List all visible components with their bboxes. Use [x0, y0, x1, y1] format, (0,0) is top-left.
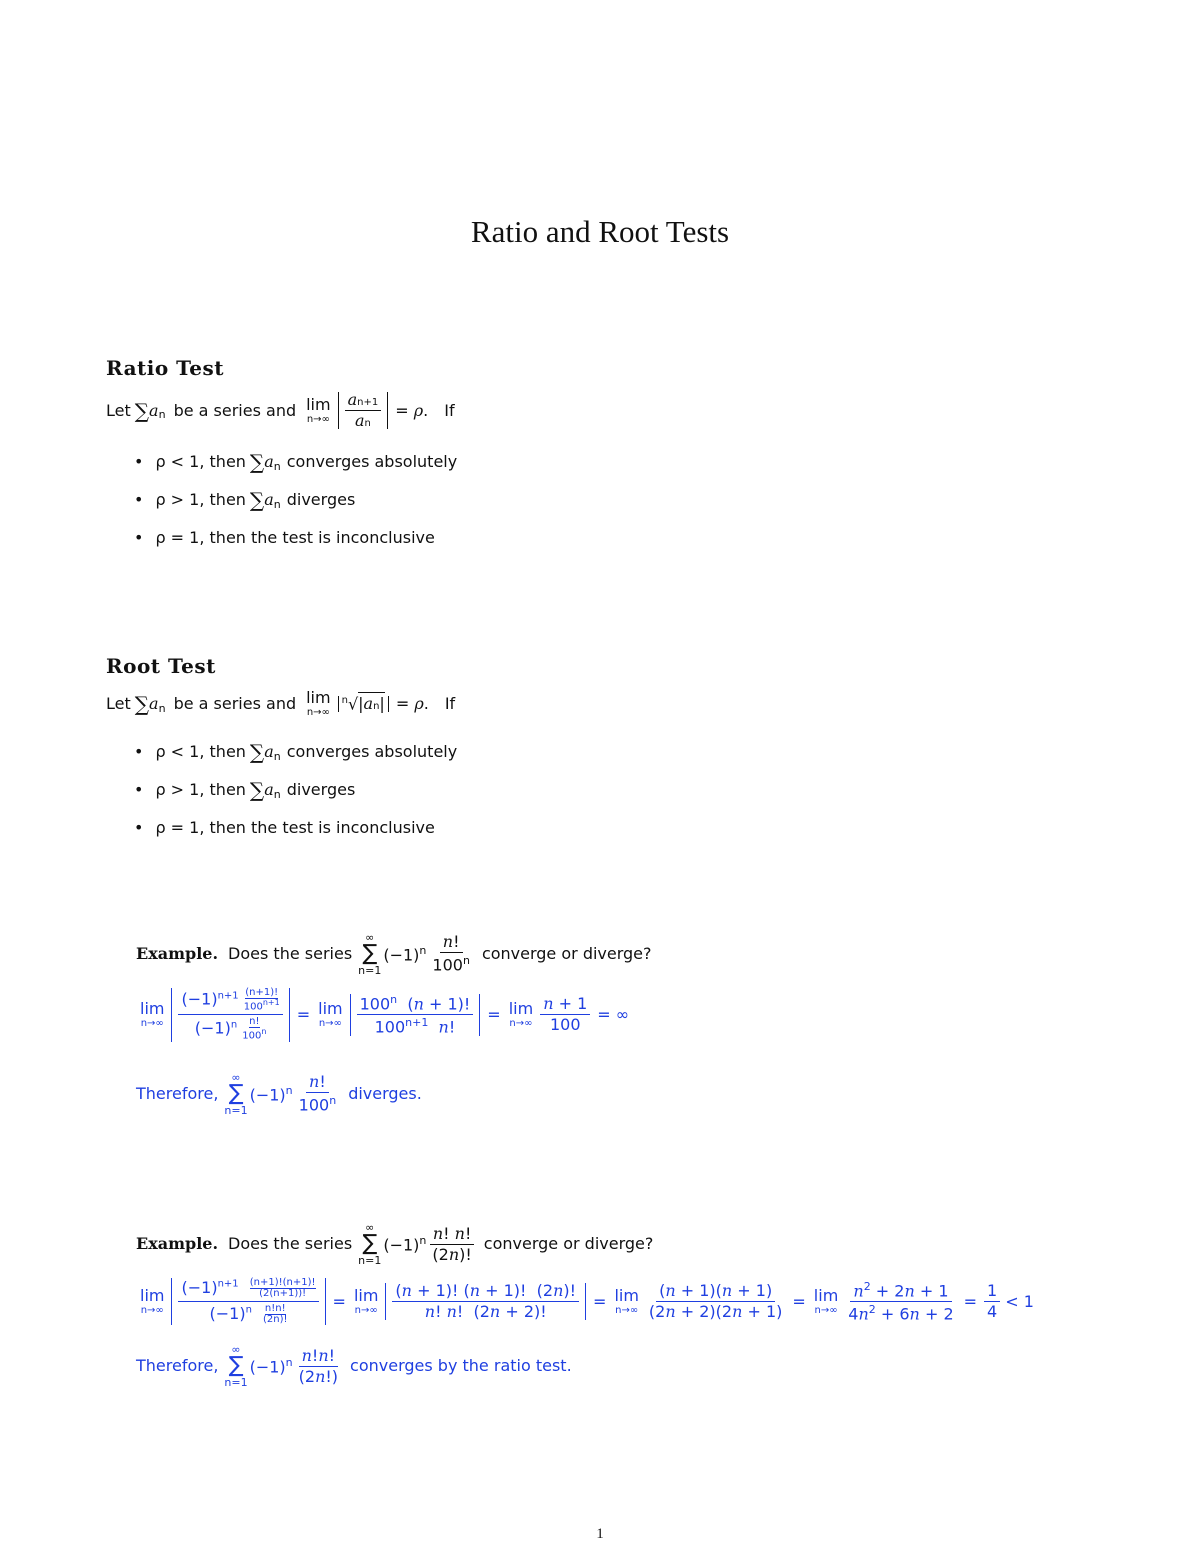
root-bullet-2: • ρ > 1, then ∑ a n diverges: [134, 778, 356, 802]
root-bullet-3: • ρ = 1, then the test is inconclusive: [134, 818, 435, 837]
ratio-intro-be: be a series and: [173, 400, 297, 420]
root-test-intro: Let ∑ a n be a series and lim n→∞ $^n$√|an| = ρ. If: [106, 688, 456, 718]
example2-computation: lim n→∞ $(-1)^{n+1}$ $\frac{(n+1)!(n+1)!}{(2(n+1))!}$ $(-1)^n$ $\frac{n!n!}{(2n)!}$ = lim n→∞ $\frac{(n + 1)! (n + 1)! (2n)!}{n! n! (2n + 2)!}$ = lim n→∞ $\frac{(n + 1)(n + 1)}{(2n + 2)(2n + 1)}$ = lim n→∞ $\frac{n^2 + 2n + 1}{4n^2 + 6n + 2}$ = $\frac{1}{4}$ < 1: [140, 1277, 1034, 1325]
ratio-bullet-1: • ρ < 1, then ∑ a n converges absolutely: [134, 450, 458, 474]
page-title: Ratio and Root Tests: [470, 214, 730, 249]
example1-question: Example. Does the series ∞ ∑ n=1 $(-1)^n$ $\frac{n!}{100^n}$ converge or diverge?: [136, 931, 652, 977]
example1-label: Example.: [136, 944, 219, 963]
ratio-intro-let: Let: [106, 400, 131, 420]
ratio-bullet-3: • ρ = 1, then the test is inconclusive: [134, 528, 435, 547]
page-number: 1: [596, 1526, 604, 1542]
ratio-bullet-2: • ρ > 1, then ∑ a n diverges: [134, 488, 356, 512]
ratio-intro-if: If: [444, 400, 455, 420]
example1-conclusion: Therefore, ∞ ∑ n=1 $(-1)^n$ $\frac{n!}{100^n}$ diverges.: [136, 1071, 422, 1117]
root-bullet-1: • ρ < 1, then ∑ a n converges absolutely: [134, 740, 458, 764]
example1-computation: lim n→∞ $(-1)^{n+1}$ $\frac{(n+1)!}{100^{n+1}}$ $(-1)^n$ $\frac{n!}{100^n}$ = lim n→∞ $\frac{100^n (n + 1)!}{100^{n+1} n!}$ = lim n→∞ $\frac{n + 1}{100}$ = ∞: [140, 987, 630, 1042]
example2-question: Example. Does the series ∞ ∑ n=1 $(-1)^n$ $\frac{n! n!}{(2n)!}$ converge or diverge?: [136, 1221, 654, 1267]
ratio-test-heading: Ratio Test: [106, 356, 224, 380]
ratio-test-intro: Let ∑ a n be a series and lim n→∞ $\frac{an+1}{an}$ = ρ. If: [106, 390, 455, 430]
example2-conclusion: Therefore, ∞ ∑ n=1 $(-1)^n$ $\frac{n!n!}{(2n!)}$ converges by the ratio test.: [136, 1343, 572, 1389]
root-test-heading: Root Test: [106, 654, 216, 678]
